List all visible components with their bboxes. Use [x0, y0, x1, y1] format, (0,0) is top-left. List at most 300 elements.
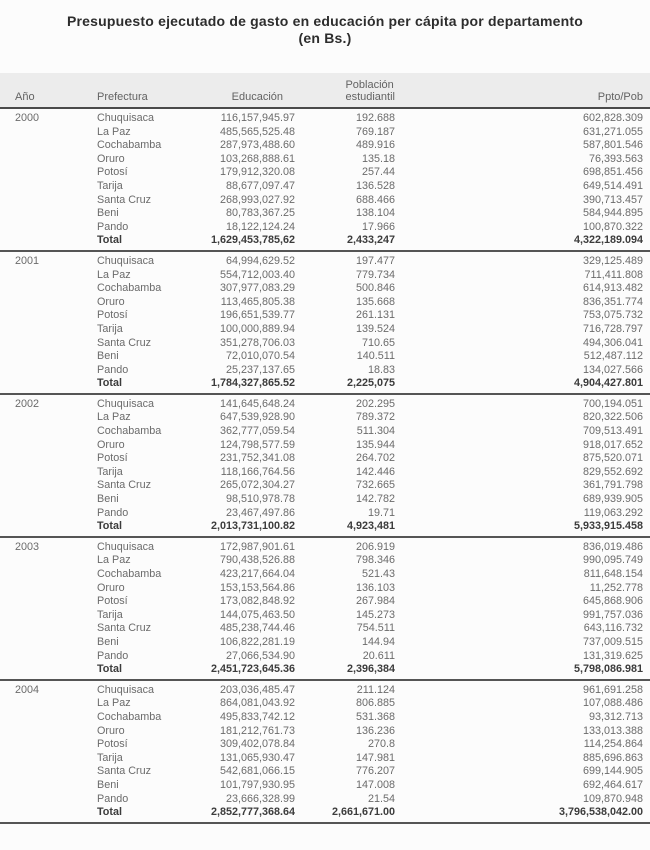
header-population-line1: Población: [345, 79, 394, 91]
ratio-cell: 614,913.482: [582, 282, 643, 295]
population-cell: 779.734: [355, 268, 395, 281]
prefecture-cell: Beni: [97, 207, 119, 220]
table-row: [0, 180, 650, 194]
education-cell: 88,677,097.47: [225, 179, 295, 192]
table-body: [0, 109, 650, 824]
ratio-cell: 885,696.863: [582, 751, 643, 764]
year-cell: [15, 493, 97, 507]
ratio-cell: 709,513.491: [582, 425, 643, 438]
education-cell: 351,278,706.03: [219, 336, 295, 349]
table-row: [0, 752, 650, 766]
education-cell: 181,212,761.73: [219, 724, 295, 737]
prefecture-cell: Oruro: [97, 724, 125, 737]
ratio-cell: 829,552.692: [582, 465, 643, 478]
ratio-cell: 390,713.457: [582, 193, 643, 206]
year-section: [0, 395, 650, 538]
education-cell: 173,082,848.92: [219, 595, 295, 608]
year-cell: [15, 752, 97, 766]
ratio-cell: 133,013.388: [582, 724, 643, 737]
ratio-cell: 700,194.051: [582, 397, 643, 410]
table-row: [0, 725, 650, 739]
population-cell: 789.372: [355, 411, 395, 424]
population-cell: 192.688: [355, 112, 395, 124]
ratio-cell: 692,464.617: [582, 778, 643, 791]
population-cell: 531.368: [355, 710, 395, 723]
year-cell: [15, 595, 97, 609]
year-cell: [15, 364, 97, 378]
prefecture-cell: Pando: [97, 649, 129, 662]
ratio-cell: 649,514.491: [582, 179, 643, 192]
table-row: [0, 493, 650, 507]
year-section: [0, 538, 650, 681]
ratio-cell: 875,520.071: [582, 452, 643, 465]
population-cell: 688.466: [355, 193, 395, 206]
prefecture-cell: Santa Cruz: [97, 479, 152, 492]
education-cell: 25,237,137.65: [225, 363, 295, 376]
year-cell: [15, 779, 97, 793]
education-cell: 64,994,629.52: [225, 254, 295, 267]
year-cell: [15, 323, 97, 337]
population-cell: 769.187: [355, 125, 395, 138]
year-cell: [15, 650, 97, 664]
education-cell: 106,822,281.19: [219, 635, 295, 648]
table-row: [0, 194, 650, 208]
table-header-row: [0, 73, 650, 109]
table-row: [0, 425, 650, 439]
table-row: [0, 337, 650, 351]
population-cell: 798.346: [355, 554, 395, 567]
population-cell: 264.702: [355, 452, 395, 465]
year-cell: [15, 554, 97, 568]
year-cell: [15, 207, 97, 221]
education-cell: 27,066,534.90: [225, 649, 295, 662]
education-cell: 309,402,078.84: [219, 738, 295, 751]
education-cell: 72,010,070.54: [225, 350, 295, 363]
year-cell: [15, 738, 97, 752]
prefecture-cell: Cochabamba: [97, 139, 162, 152]
year-cell: [15, 126, 97, 140]
prefecture-cell: Cochabamba: [97, 425, 162, 438]
year-cell: [15, 234, 97, 248]
population-cell: 140.511: [356, 350, 395, 363]
education-cell: 495,833,742.12: [219, 710, 295, 723]
population-cell: 806.885: [355, 697, 395, 710]
table-row: [0, 282, 650, 296]
prefecture-cell: Total: [97, 806, 122, 819]
education-cell: 2,013,731,100.82: [210, 520, 295, 533]
year-cell: 2004: [15, 683, 40, 696]
year-cell: [15, 452, 97, 466]
education-cell: 23,666,328.99: [225, 792, 295, 805]
population-cell: 754.511: [356, 622, 395, 635]
prefecture-cell: Oruro: [97, 152, 125, 165]
population-cell: 2,225,075: [346, 377, 395, 390]
ratio-cell: 5,933,915.458: [573, 520, 643, 533]
prefecture-cell: Potosí: [97, 738, 128, 751]
population-cell: 135.668: [355, 295, 395, 308]
population-cell: 136.236: [355, 724, 395, 737]
education-cell: 268,993,027.92: [219, 193, 295, 206]
year-cell: [15, 568, 97, 582]
ratio-cell: 76,393.563: [588, 152, 643, 165]
population-cell: 2,661,671.00: [331, 806, 395, 819]
prefecture-cell: Beni: [97, 635, 119, 648]
table-row: [0, 622, 650, 636]
education-cell: 307,977,083.29: [219, 282, 295, 295]
ratio-cell: 93,312.713: [588, 710, 643, 723]
table-row: [0, 452, 650, 466]
prefecture-cell: Tarija: [97, 751, 123, 764]
year-cell: [15, 194, 97, 208]
education-cell: 144,075,463.50: [219, 608, 295, 621]
header-ratio: Ppto/Pob: [597, 91, 643, 103]
population-cell: 2,433,247: [346, 234, 395, 247]
ratio-cell: 3,796,538,042.00: [558, 806, 643, 819]
prefecture-cell: Oruro: [97, 438, 125, 451]
year-cell: [15, 466, 97, 480]
prefecture-cell: Cochabamba: [97, 710, 162, 723]
total-row: [0, 520, 650, 534]
prefecture-cell: Chuquisaca: [97, 540, 155, 553]
year-cell: [15, 697, 97, 711]
year-cell: [15, 139, 97, 153]
table-row: [0, 595, 650, 609]
education-cell: 362,777,059.54: [219, 425, 295, 438]
education-cell: 423,217,664.04: [219, 568, 295, 580]
year-cell: [15, 636, 97, 650]
page-title: [0, 0, 650, 47]
table-row: [0, 711, 650, 725]
prefecture-cell: Oruro: [97, 295, 125, 308]
prefecture-cell: Tarija: [97, 465, 123, 478]
prefecture-cell: Chuquisaca: [97, 254, 155, 267]
table-row: [0, 541, 650, 555]
population-cell: 138.104: [355, 207, 395, 220]
ratio-cell: 689,939.905: [582, 493, 643, 506]
education-cell: 100,000,889.94: [219, 322, 295, 335]
table-row: [0, 126, 650, 140]
ratio-cell: 361,791.798: [582, 479, 643, 492]
population-cell: 145.273: [355, 608, 395, 621]
population-cell: 19.71: [367, 506, 395, 519]
population-cell: 144.94: [361, 635, 395, 648]
population-cell: 202.295: [355, 397, 395, 410]
header-population-line2: estudiantil: [345, 90, 395, 103]
population-cell: 4,923,481: [346, 520, 395, 533]
ratio-cell: 820,322.506: [582, 411, 643, 424]
year-cell: [15, 282, 97, 296]
education-cell: 2,451,723,645.36: [210, 663, 295, 676]
education-cell: 153,153,564.86: [219, 581, 295, 594]
prefecture-cell: Santa Cruz: [97, 336, 152, 349]
title-line1: Presupuesto ejecutado de gasto en educación per cápita por departamento: [67, 13, 583, 29]
prefecture-cell: Oruro: [97, 581, 125, 594]
education-cell: 113,465,805.38: [220, 295, 295, 308]
education-cell: 23,467,497.86: [225, 506, 295, 519]
population-cell: 211.124: [356, 683, 395, 696]
year-section: [0, 681, 650, 824]
prefecture-cell: La Paz: [97, 554, 131, 567]
education-cell: 1,784,327,865.52: [210, 377, 295, 390]
population-cell: 18.83: [367, 363, 395, 376]
prefecture-cell: Potosí: [97, 309, 128, 322]
population-cell: 732.665: [355, 479, 395, 492]
table-row: [0, 738, 650, 752]
education-cell: 542,681,066.15: [219, 765, 295, 778]
year-cell: [15, 765, 97, 779]
prefecture-cell: Santa Cruz: [97, 622, 152, 635]
header-education: Educación: [231, 91, 283, 103]
table-row: [0, 350, 650, 364]
year-section: [0, 252, 650, 395]
ratio-cell: 587,801.546: [582, 139, 643, 152]
year-cell: [15, 180, 97, 194]
population-cell: 21.54: [367, 792, 395, 805]
education-cell: 287,973,488.60: [219, 139, 295, 152]
table-row: [0, 439, 650, 453]
table-row: [0, 269, 650, 283]
table-row: [0, 296, 650, 310]
education-cell: 864,081,043.92: [219, 697, 295, 710]
population-cell: 489.916: [355, 139, 395, 152]
prefecture-cell: La Paz: [97, 697, 131, 710]
prefecture-cell: Beni: [97, 778, 119, 791]
table-row: [0, 554, 650, 568]
prefecture-cell: Pando: [97, 792, 129, 805]
table-row: [0, 765, 650, 779]
table-row: [0, 507, 650, 521]
prefecture-cell: Tarija: [97, 179, 123, 192]
table-row: [0, 636, 650, 650]
population-cell: 197.477: [355, 254, 395, 267]
population-cell: 511.304: [356, 425, 395, 438]
ratio-cell: 716,728.797: [582, 322, 643, 335]
education-cell: 2,852,777,368.64: [210, 806, 295, 819]
education-cell: 116,157,945.97: [220, 112, 295, 124]
year-cell: [15, 725, 97, 739]
education-cell: 265,072,304.27: [219, 479, 295, 492]
prefecture-cell: Santa Cruz: [97, 193, 152, 206]
population-cell: 206.919: [355, 540, 395, 553]
year-cell: [15, 411, 97, 425]
education-cell: 172,987,901.61: [219, 540, 295, 553]
table-row: [0, 582, 650, 596]
table-row: [0, 153, 650, 167]
year-cell: [15, 166, 97, 180]
ratio-cell: 109,870.948: [582, 792, 643, 805]
table-row: [0, 779, 650, 793]
prefecture-cell: Total: [97, 663, 122, 676]
table-row: [0, 697, 650, 711]
education-cell: 485,238,744.46: [219, 622, 295, 635]
prefecture-cell: Total: [97, 234, 122, 247]
ratio-cell: 753,075.732: [582, 309, 643, 322]
prefecture-cell: Santa Cruz: [97, 765, 152, 778]
year-cell: [15, 479, 97, 493]
ratio-cell: 737,009.515: [582, 635, 643, 648]
education-cell: 647,539,928.90: [219, 411, 295, 424]
education-cell: 485,565,525.48: [219, 125, 295, 138]
ratio-cell: 11,252.778: [589, 581, 643, 594]
education-cell: 196,651,539.77: [219, 309, 295, 322]
education-cell: 131,065,930.47: [219, 751, 295, 764]
year-section: [0, 109, 650, 252]
ratio-cell: 918,017.652: [582, 438, 643, 451]
population-cell: 270.8: [367, 738, 395, 751]
year-cell: [15, 296, 97, 310]
ratio-cell: 5,798,086.981: [573, 663, 643, 676]
education-cell: 101,797,930.95: [219, 778, 295, 791]
prefecture-cell: Total: [97, 377, 122, 390]
ratio-cell: 494,306.041: [582, 336, 643, 349]
year-cell: [15, 582, 97, 596]
population-cell: 142.446: [355, 465, 395, 478]
prefecture-cell: Cochabamba: [97, 568, 162, 580]
year-cell: 2000: [15, 112, 40, 124]
year-cell: [15, 337, 97, 351]
year-cell: [15, 793, 97, 807]
ratio-cell: 711,411.808: [584, 268, 643, 281]
population-cell: 147.981: [355, 751, 395, 764]
total-row: [0, 663, 650, 677]
ratio-cell: 631,271.055: [582, 125, 643, 138]
prefecture-cell: Potosí: [97, 595, 128, 608]
prefecture-cell: Pando: [97, 506, 129, 519]
population-cell: 776.207: [355, 765, 395, 778]
prefecture-cell: Tarija: [97, 608, 123, 621]
table-row: [0, 609, 650, 623]
education-cell: 124,798,577.59: [219, 438, 295, 451]
table-row: [0, 568, 650, 582]
population-cell: 147.008: [355, 778, 395, 791]
total-row: [0, 377, 650, 391]
population-cell: 139.524: [355, 322, 395, 335]
ratio-cell: 584,944.895: [582, 207, 643, 220]
prefecture-cell: Cochabamba: [97, 282, 162, 295]
table-row: [0, 650, 650, 664]
header-prefecture: Prefectura: [97, 91, 148, 103]
population-cell: 710.65: [361, 336, 395, 349]
population-cell: 135.18: [361, 152, 395, 165]
year-cell: [15, 153, 97, 167]
population-cell: 267.984: [355, 595, 395, 608]
ratio-cell: 698,851.456: [582, 166, 643, 179]
year-cell: [15, 711, 97, 725]
header-year: Año: [15, 91, 35, 103]
population-cell: 135.944: [355, 438, 395, 451]
prefecture-cell: Potosí: [97, 452, 128, 465]
education-cell: 103,268,888.61: [219, 152, 295, 165]
education-cell: 80,783,367.25: [225, 207, 295, 220]
table-row: [0, 255, 650, 269]
table-row: [0, 139, 650, 153]
ratio-cell: 699,144.905: [582, 765, 643, 778]
year-cell: [15, 663, 97, 677]
year-cell: [15, 350, 97, 364]
ratio-cell: 643,116.732: [583, 622, 643, 635]
ratio-cell: 602,828.309: [582, 112, 643, 124]
ratio-cell: 4,322,189.094: [573, 234, 643, 247]
prefecture-cell: La Paz: [97, 268, 131, 281]
year-cell: [15, 609, 97, 623]
population-cell: 2,396,384: [346, 663, 395, 676]
year-cell: [15, 269, 97, 283]
year-cell: 2001: [15, 254, 40, 267]
prefecture-cell: Chuquisaca: [97, 112, 155, 124]
total-row: [0, 806, 650, 820]
education-cell: 790,438,526.88: [219, 554, 295, 567]
year-cell: [15, 806, 97, 820]
table-row: [0, 479, 650, 493]
ratio-cell: 4,904,427.801: [573, 377, 643, 390]
year-cell: [15, 439, 97, 453]
year-cell: 2002: [15, 397, 40, 410]
ratio-cell: 990,095.749: [582, 554, 643, 567]
population-cell: 142.782: [355, 493, 395, 506]
ratio-cell: 100,870.322: [582, 220, 643, 233]
year-cell: [15, 622, 97, 636]
year-cell: [15, 425, 97, 439]
year-cell: [15, 507, 97, 521]
table-row: [0, 364, 650, 378]
prefecture-cell: Tarija: [97, 322, 123, 335]
prefecture-cell: Pando: [97, 220, 129, 233]
table-row: [0, 207, 650, 221]
prefecture-cell: Pando: [97, 363, 129, 376]
ratio-cell: 134,027.566: [582, 363, 643, 376]
table-row: [0, 166, 650, 180]
year-cell: 2003: [15, 540, 40, 553]
year-cell: [15, 309, 97, 323]
education-cell: 554,712,003.40: [219, 268, 295, 281]
table-row: [0, 323, 650, 337]
table-row: [0, 112, 650, 126]
population-cell: 20.611: [362, 649, 395, 662]
total-row: [0, 234, 650, 248]
ratio-cell: 131,319.625: [582, 649, 643, 662]
prefecture-cell: Beni: [97, 350, 119, 363]
ratio-cell: 811,648.154: [583, 568, 643, 580]
header-population: [295, 80, 395, 103]
table-row: [0, 221, 650, 235]
ratio-cell: 114,254.864: [583, 738, 643, 751]
education-cell: 1,629,453,785,62: [210, 234, 295, 247]
year-cell: [15, 377, 97, 391]
education-cell: 231,752,341.08: [219, 452, 295, 465]
table-row: [0, 466, 650, 480]
year-cell: [15, 221, 97, 235]
ratio-cell: 119,063.292: [583, 506, 643, 519]
table-row: [0, 793, 650, 807]
education-cell: 98,510,978.78: [225, 493, 295, 506]
population-cell: 500.846: [355, 282, 395, 295]
table-row: [0, 684, 650, 698]
education-cell: 203,036,485.47: [219, 683, 295, 696]
prefecture-cell: Chuquisaca: [97, 683, 155, 696]
ratio-cell: 991,757.036: [582, 608, 643, 621]
ratio-cell: 836,019.486: [582, 540, 643, 553]
population-cell: 261.131: [355, 309, 395, 322]
population-cell: 136.528: [355, 179, 395, 192]
table-row: [0, 411, 650, 425]
education-cell: 179,912,320.08: [219, 166, 295, 179]
prefecture-cell: Beni: [97, 493, 119, 506]
education-cell: 118,166,764.56: [220, 465, 295, 478]
population-cell: 257.44: [361, 166, 395, 179]
table-row: [0, 398, 650, 412]
prefecture-cell: Total: [97, 520, 122, 533]
ratio-cell: 329,125.489: [582, 254, 643, 267]
